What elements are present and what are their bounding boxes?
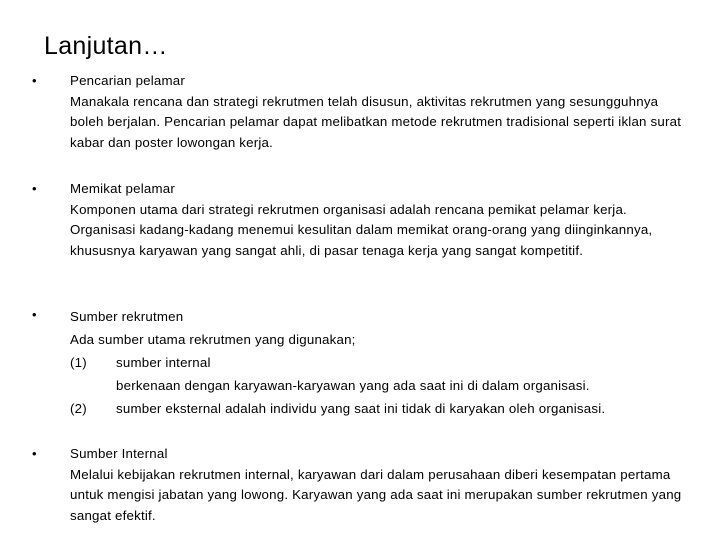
bullet-heading: Sumber Internal <box>70 446 168 461</box>
bullet-icon: • <box>32 73 37 88</box>
sub-number: (2) <box>70 401 87 416</box>
bullet-text: Manakala rencana dan strategi rekrutmen telah disusun, aktivitas rekrutmen yang sesungguhnya boleh berjalan. Pencarian pelamar dapat melibatkan metode rekrutmen tradisional seperti iklan surat kabar dan poster lowongan kerja. <box>70 93 682 150</box>
bullet-text: Komponen utama dari strategi rekrutmen organisasi adalah rencana pemikat pelamar kerja. Organisasi kadang-kadang menemui kesulitan dalam memikat orang-orang yang diinginkannya, khususnya karyawan yang sangat ahli, di pasar tenaga kerja yang sangat kompetitif. <box>70 201 653 258</box>
slide-title: Lanjutan… <box>44 32 168 60</box>
bullet-icon: • <box>32 446 37 461</box>
sub-label: sumber eksternal adalah individu yang saat ini tidak di karyakan oleh organisasi. <box>116 401 606 416</box>
sub-number: (1) <box>70 355 87 370</box>
sub-item-internal <box>70 351 685 374</box>
bullet-icon: • <box>32 307 37 322</box>
bullet-heading: Memikat pelamar <box>70 181 175 196</box>
sub-label: sumber internal <box>116 355 211 370</box>
bullet-text: Melalui kebijakan rekrutmen internal, karyawan dari dalam perusahaan diberi kesempatan pertama untuk mengisi jabatan yang lowong. Karyawan yang ada saat ini merupakan sumber rekrutmen yang sangat efektif. <box>70 466 682 523</box>
sub-text: berkenaan dengan karyawan-karyawan yang ada saat ini di dalam organisasi. <box>116 378 590 393</box>
bullet-text: Ada sumber utama rekrutmen yang digunakan; <box>70 332 356 347</box>
bullet-heading: Pencarian pelamar <box>70 73 186 88</box>
sub-item-eksternal <box>70 397 685 420</box>
bullet-icon: • <box>32 181 37 196</box>
bullet-heading: Sumber rekrutmen <box>70 309 184 324</box>
sub-item-internal-continuation <box>70 374 685 397</box>
